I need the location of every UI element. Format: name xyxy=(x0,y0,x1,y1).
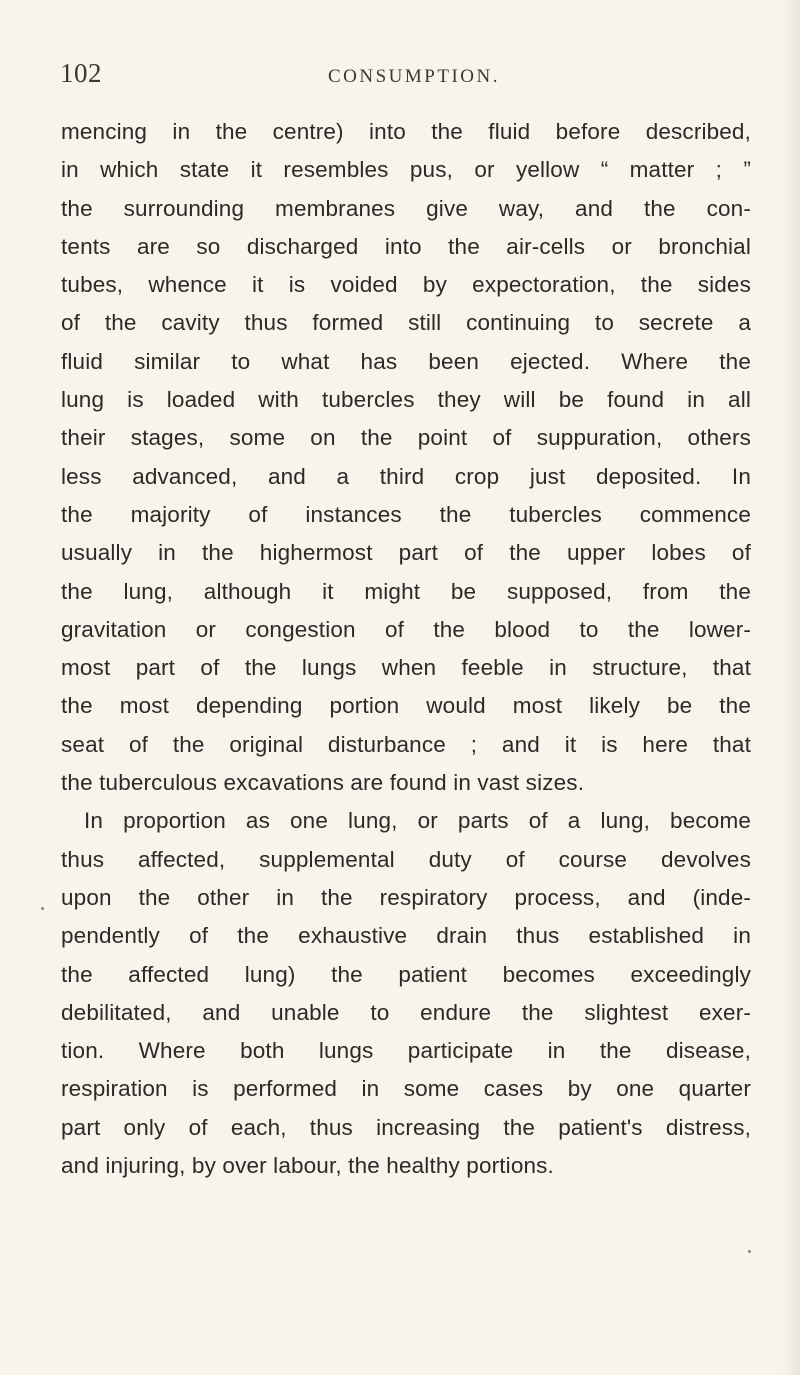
text-line: tion. Where both lungs participate in the disease, xyxy=(61,1038,751,1064)
text-line: lung is loaded with tubercles they will be found in all xyxy=(61,387,751,413)
text-line: the tuberculous excavations are found in vast sizes. xyxy=(61,770,585,796)
text-line: of the cavity thus formed still continuing to secrete a xyxy=(61,310,751,336)
text-line: tents are so discharged into the air-cells or bronchial xyxy=(61,233,751,259)
text-line: fluid similar to what has been ejected. Where the xyxy=(61,348,751,374)
running-head: CONSUMPTION. xyxy=(328,66,500,87)
text-line: less advanced, and a third crop just deposited. In xyxy=(61,463,751,489)
paragraph-1 xyxy=(61,113,751,802)
paragraph-2 xyxy=(61,802,751,1185)
text-line: mencing in the centre) into the fluid before described, xyxy=(61,119,751,144)
text-line: In proportion as one lung, or parts of a lung, become xyxy=(84,808,751,834)
text-line: usually in the highermost part of the upper lobes of xyxy=(61,540,751,566)
text-line: tubes, whence it is voided by expectoration, the sides xyxy=(61,272,751,298)
text-line: the majority of instances the tubercles commence xyxy=(61,501,751,527)
page-header xyxy=(60,58,750,98)
paper-speck xyxy=(41,907,44,910)
text-line: and injuring, by over labour, the healthy portions. xyxy=(61,1153,554,1179)
text-line: respiration is performed in some cases by one quarter xyxy=(61,1076,751,1102)
text-line: pendently of the exhaustive drain thus established in xyxy=(61,923,751,949)
text-line: thus affected, supplemental duty of course devolves xyxy=(61,846,751,872)
text-line: gravitation or congestion of the blood to the lower- xyxy=(61,616,751,642)
text-line: the surrounding membranes give way, and the con- xyxy=(61,195,751,221)
text-line: in which state it resembles pus, or yellow “ matter ; ” xyxy=(61,157,751,183)
text-line: their stages, some on the point of suppuration, others xyxy=(61,425,751,451)
text-line: debilitated, and unable to endure the slightest exer- xyxy=(61,999,751,1025)
text-line: upon the other in the respiratory process, and (inde- xyxy=(61,884,751,910)
page-edge-shadow xyxy=(782,0,800,1375)
body-text xyxy=(61,113,751,1185)
text-line: seat of the original disturbance ; and it is here that xyxy=(61,731,751,757)
text-line: most part of the lungs when feeble in structure, that xyxy=(61,655,751,681)
page-number: 102 xyxy=(60,58,102,88)
paper-speck xyxy=(748,1250,751,1253)
text-line: the affected lung) the patient becomes exceedingly xyxy=(61,961,751,987)
text-line: the lung, although it might be supposed, from the xyxy=(61,578,751,604)
text-line: the most depending portion would most likely be the xyxy=(61,693,751,719)
text-line: part only of each, thus increasing the patient's distress, xyxy=(61,1114,751,1140)
